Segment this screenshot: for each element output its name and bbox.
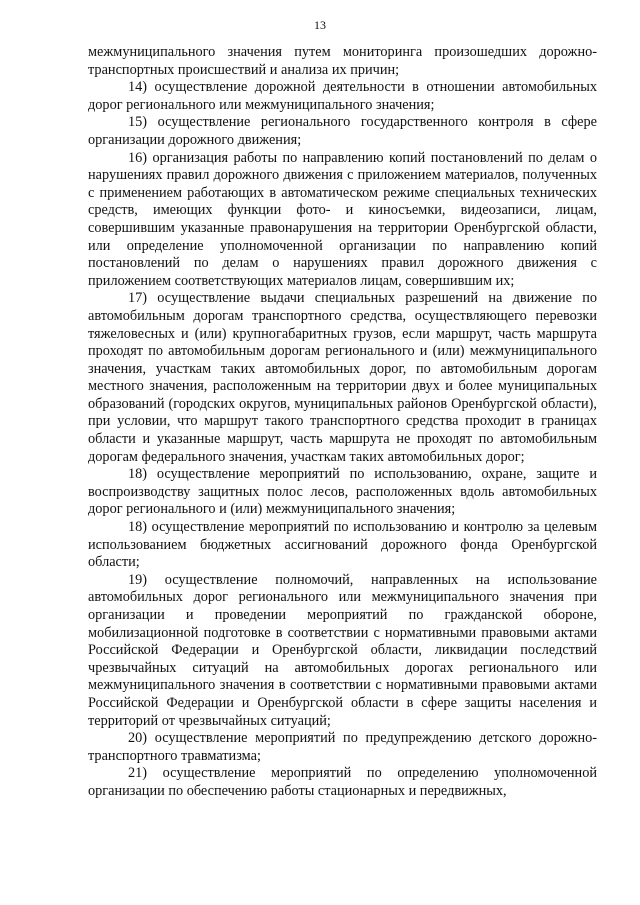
paragraph-item-18b: 18) осуществление мероприятий по использованию и контролю за целевым использованием бюджетных ассигнований дорожного фонда Оренбургской области; [88, 519, 597, 571]
paragraph-item-19: 19) осуществление полномочий, направленных на использование автомобильных дорог регионального или межмуниципального значения при организации и проведении мероприятий по гражданской обороне, мобилизационной подготовке в соответствии с нормативными правовыми актами Российской Федерации и Оренбургской области, ликвидации последствий чрезвычайных ситуаций на автомобильных дорогах регионального или межмуниципального значения в соответствии с нормативными правовыми актами Российской Федерации и Оренбургской области в сфере защиты населения и территорий от чрезвычайных ситуаций; [88, 571, 597, 729]
document-body [88, 44, 597, 801]
paragraph-item-20: 20) осуществление мероприятий по предупреждению детского дорожно-транспортного травматизма; [88, 730, 597, 764]
page-number: 13 [314, 18, 326, 32]
paragraph-item-18a: 18) осуществление мероприятий по использованию, охране, защите и воспроизводству защитных полос лесов, расположенных вдоль автомобильных дорог регионального и (или) межмуниципального значения; [88, 466, 597, 518]
paragraph-item-17: 17) осуществление выдачи специальных разрешений на движение по автомобильным дорогам транспортного средства, осуществляющего перевозки тяжеловесных и (или) крупногабаритных грузов, если маршрут, часть маршрута проходят по автомобильным дорогам регионального и (или) межмуниципального значения, участкам таких автомобильных дорог, по автомобильным дорогам местного значения, расположенным на территории двух и более муниципальных образований (городских округов, муниципальных районов Оренбургской области), при условии, что маршрут такого транспортного средства проходит в границах области и указанные маршрут, часть маршрута не проходят по автомобильным дорогам федерального значения, участкам таких автомобильных дорог; [88, 290, 597, 465]
paragraph-continuation: межмуниципального значения путем мониторинга произошедших дорожно-транспортных происшествий и анализа их причин; [88, 44, 597, 78]
paragraph-item-21: 21) осуществление мероприятий по определению уполномоченной организации по обеспечению работы стационарных и передвижных, [88, 765, 597, 799]
paragraph-item-16: 16) организация работы по направлению копий постановлений по делам о нарушениях правил дорожного движения с приложением материалов, полученных с применением работающих в автоматическом режиме специальных технических средств, имеющих функции фото- и киносъемки, видеозаписи, лицам, совершившим указанные правонарушения на территории Оренбургской области, или определение уполномоченной организации по направлению копий постановлений по делам о нарушениях правил дорожного движения с приложением соответствующих материалов лицам, совершившим их; [88, 149, 597, 289]
paragraph-item-14: 14) осуществление дорожной деятельности в отношении автомобильных дорог регионального или межмуниципального значения; [88, 79, 597, 113]
paragraph-item-15: 15) осуществление регионального государственного контроля в сфере организации дорожного движения; [88, 114, 597, 148]
